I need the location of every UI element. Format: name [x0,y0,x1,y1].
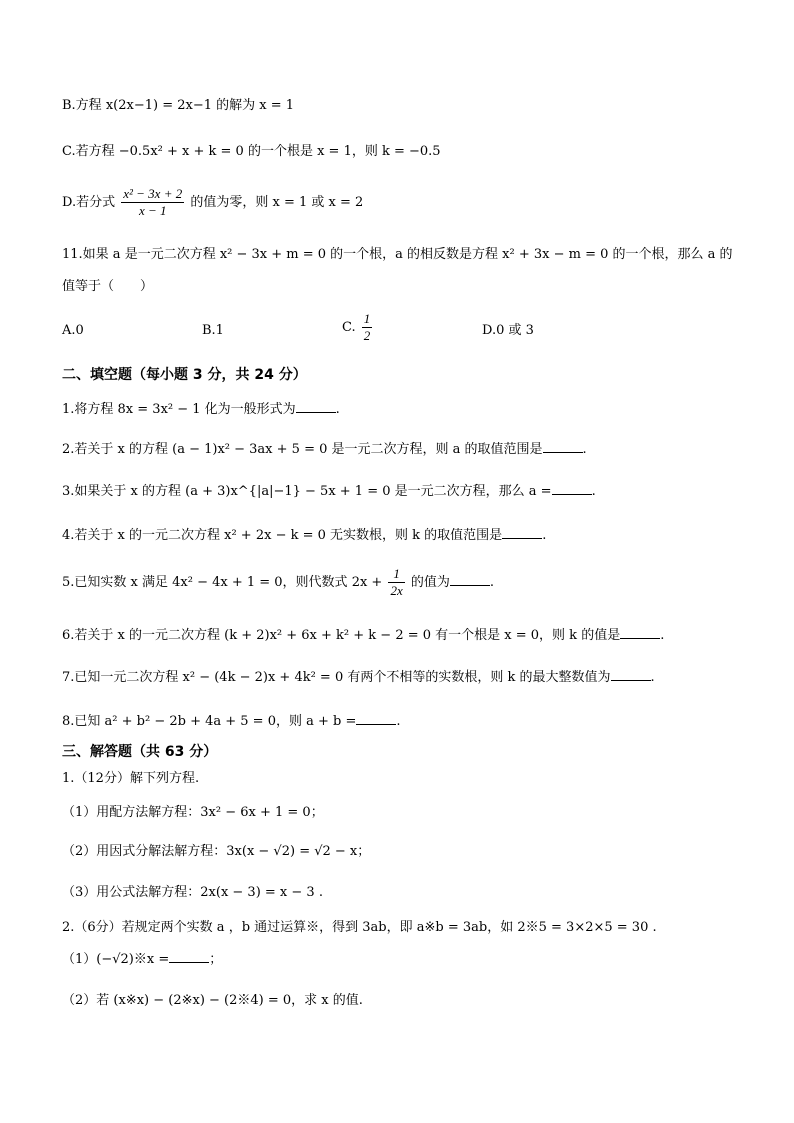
fraction-q5 [388,566,404,599]
option-b-q10: B.方程 x(2x−1) = 2x−1 的解为 x = 1 [62,98,295,113]
question-5-prefix: 5.已知实数 x 满足 4x² − 4x + 1 = 0，则代数式 2x + [62,575,383,590]
question-11-line2: 值等于（ ） [62,279,154,294]
fill-question-2: 2.若关于 x 的方程 (a − 1)x² − 3ax + 5 = 0 是一元二次方程，则 a 的取值范围是 . [62,442,587,457]
problem-2: 2.（6分）若规定两个实数 a ，b 通过运算※，得到 3ab，即 a※b = 3ab，如 2※5 = 3×2×5 = 30 . [62,920,657,935]
answer-blank [450,573,490,586]
fill-question-5: 5.已知实数 x 满足 4x² − 4x + 1 = 0，则代数式 2x + $\frac{1}{2x}$ 的值为 . [62,566,495,598]
fill-question-3: 3.如果关于 x 的方程 (a + 3)x^{|a|−1} − 5x + 1 = 0 是一元二次方程，那么 a = . [62,484,596,499]
option-c-q10: C.若方程 −0.5x² + x + k = 0 的一个根是 x = 1，则 k = −0.5 [62,144,441,159]
option-c-q11 [342,311,374,344]
problem-1-part-1: （1）用配方法解方程：3x² − 6x + 1 = 0； [62,805,324,820]
problem-1-part-3: （3）用公式法解方程：2x(x − 3) = x − 3 . [62,885,323,900]
option-c-prefix: C. [342,320,356,335]
fraction-denominator: 2 [363,328,371,343]
problem-2-part-2: （2）若 (x※x) − (2※x) − (2※4) = 0，求 x 的值. [62,993,363,1008]
answer-blank [543,440,583,453]
answer-blank [169,950,209,963]
problem-2-part-1: （1）(−√2)※x = ； [62,952,223,967]
fraction-numerator: 1 [388,566,404,583]
fill-question-7: 7.已知一元二次方程 x² − (4k − 2)x + 4k² = 0 有两个不相等的实数根，则 k 的最大整数值为 . [62,670,655,685]
question-5-suffix: 的值为 [410,575,450,590]
answer-blank [356,712,396,725]
problem-1-part-2: （2）用因式分解法解方程：3x(x − √2) = √2 − x； [62,844,371,859]
option-d-q10 [62,186,363,219]
fill-question-8: 8.已知 a² + b² − 2b + 4a + 5 = 0，则 a + b = . [62,714,401,729]
problem-1: 1.（12分）解下列方程. [62,771,200,786]
fraction-numerator: 1 [363,311,371,326]
answer-blank [296,400,336,413]
answer-blank [552,482,592,495]
fraction-denominator: 2x [390,583,403,598]
option-d-q11: D.0 或 3 [482,323,534,338]
answer-blank [620,626,660,639]
fill-question-6: 6.若关于 x 的一元二次方程 (k + 2)x² + 6x + k² + k − 2 = 0 有一个根是 x = 0，则 k 的值是 . [62,628,665,643]
fraction-denominator: x − 1 [138,203,167,218]
fill-question-4: 4.若关于 x 的一元二次方程 x² + 2x − k = 0 无实数根，则 k 的取值范围是 . [62,528,547,543]
section-3-heading: 三、解答题（共 63 分） [62,744,218,760]
question-11-line1: 11.如果 a 是一元二次方程 x² − 3x + m = 0 的一个根，a 的相反数是方程 x² + 3x − m = 0 的一个根，那么 a 的 [62,247,733,262]
fraction-c [362,311,373,344]
option-d-prefix: D.若分式 [62,195,116,210]
option-b-q11: B.1 [202,323,224,338]
answer-blank [611,668,651,681]
fraction-d [121,186,184,219]
answer-blank [502,526,542,539]
fraction-numerator: x² − 3x + 2 [123,186,183,201]
section-2-heading: 二、填空题（每小题 3 分，共 24 分） [62,367,307,383]
option-d-suffix: 的值为零，则 x = 1 或 x = 2 [190,195,364,210]
option-a-q11: A.0 [62,323,84,338]
fill-question-1: 1.将方程 8x = 3x² − 1 化为一般形式为 . [62,402,340,417]
